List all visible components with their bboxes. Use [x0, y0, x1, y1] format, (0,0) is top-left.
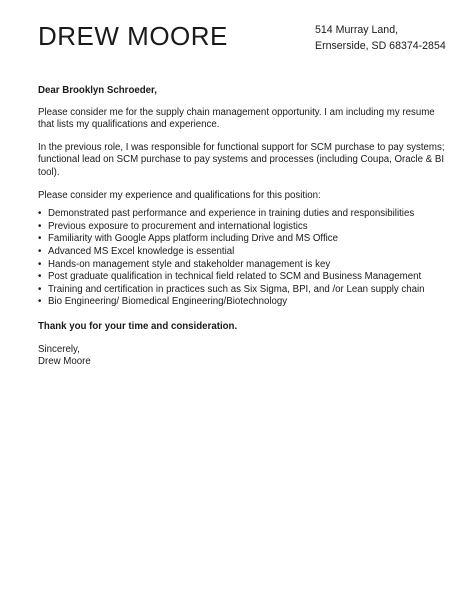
list-item — [38, 233, 448, 246]
intro-paragraph: Please consider me for the supply chain management opportunity. I am including my resume that lists my qualifications and experience. — [38, 106, 435, 131]
list-item — [38, 296, 448, 309]
bullet-icon: • — [38, 271, 42, 283]
bullet-icon: • — [38, 233, 42, 245]
salutation: Dear Brooklyn Schroeder, — [38, 85, 157, 96]
list-item-text: Advanced MS Excel knowledge is essential — [48, 245, 235, 257]
list-item — [38, 246, 448, 259]
closing-phrase: Sincerely, — [38, 343, 80, 355]
address-line-2: Ernserside, SD 68374-2854 — [315, 40, 446, 52]
list-item — [38, 208, 448, 221]
list-item — [38, 221, 448, 234]
list-item-text: Familiarity with Google Apps platform including Drive and MS Office — [48, 233, 339, 245]
thanks-line: Thank you for your time and consideration. — [38, 320, 238, 332]
list-item-text: Training and certification in practices such as Six Sigma, BPI, and /or Lean supply chain — [48, 283, 425, 295]
qualifications-lead-paragraph: Please consider my experience and qualifications for this position: — [38, 189, 321, 201]
list-item — [38, 271, 448, 284]
bullet-icon: • — [38, 208, 42, 220]
letter-body — [38, 85, 448, 369]
closing-block — [38, 344, 448, 369]
applicant-name: DREW MOORE — [38, 21, 228, 51]
list-item-text: Bio Engineering/ Biomedical Engineering/Biotechnology — [48, 296, 288, 308]
applicant-address — [315, 22, 446, 54]
list-item — [38, 284, 448, 297]
experience-paragraph: In the previous role, I was responsible for functional support for SCM purchase to pay systems; functional lead on SCM purchase to pay systems and processes (including Coupa, Oracle & BI tool). — [38, 141, 445, 178]
bullet-icon: • — [38, 245, 42, 257]
list-item-text: Previous exposure to procurement and international logistics — [48, 220, 308, 232]
qualifications-list — [38, 208, 448, 309]
bullet-icon: • — [38, 296, 42, 308]
list-item-text: Hands-on management style and stakeholder management is key — [48, 258, 331, 270]
list-item-text: Demonstrated past performance and experience in training duties and responsibilities — [48, 208, 415, 220]
bullet-icon: • — [38, 220, 42, 232]
bullet-icon: • — [38, 283, 42, 295]
address-line-1: 514 Murray Land, — [315, 24, 399, 36]
list-item — [38, 259, 448, 272]
signature-name: Drew Moore — [38, 356, 91, 368]
list-item-text: Post graduate qualification in technical field related to SCM and Business Management — [48, 271, 422, 283]
bullet-icon: • — [38, 258, 42, 270]
